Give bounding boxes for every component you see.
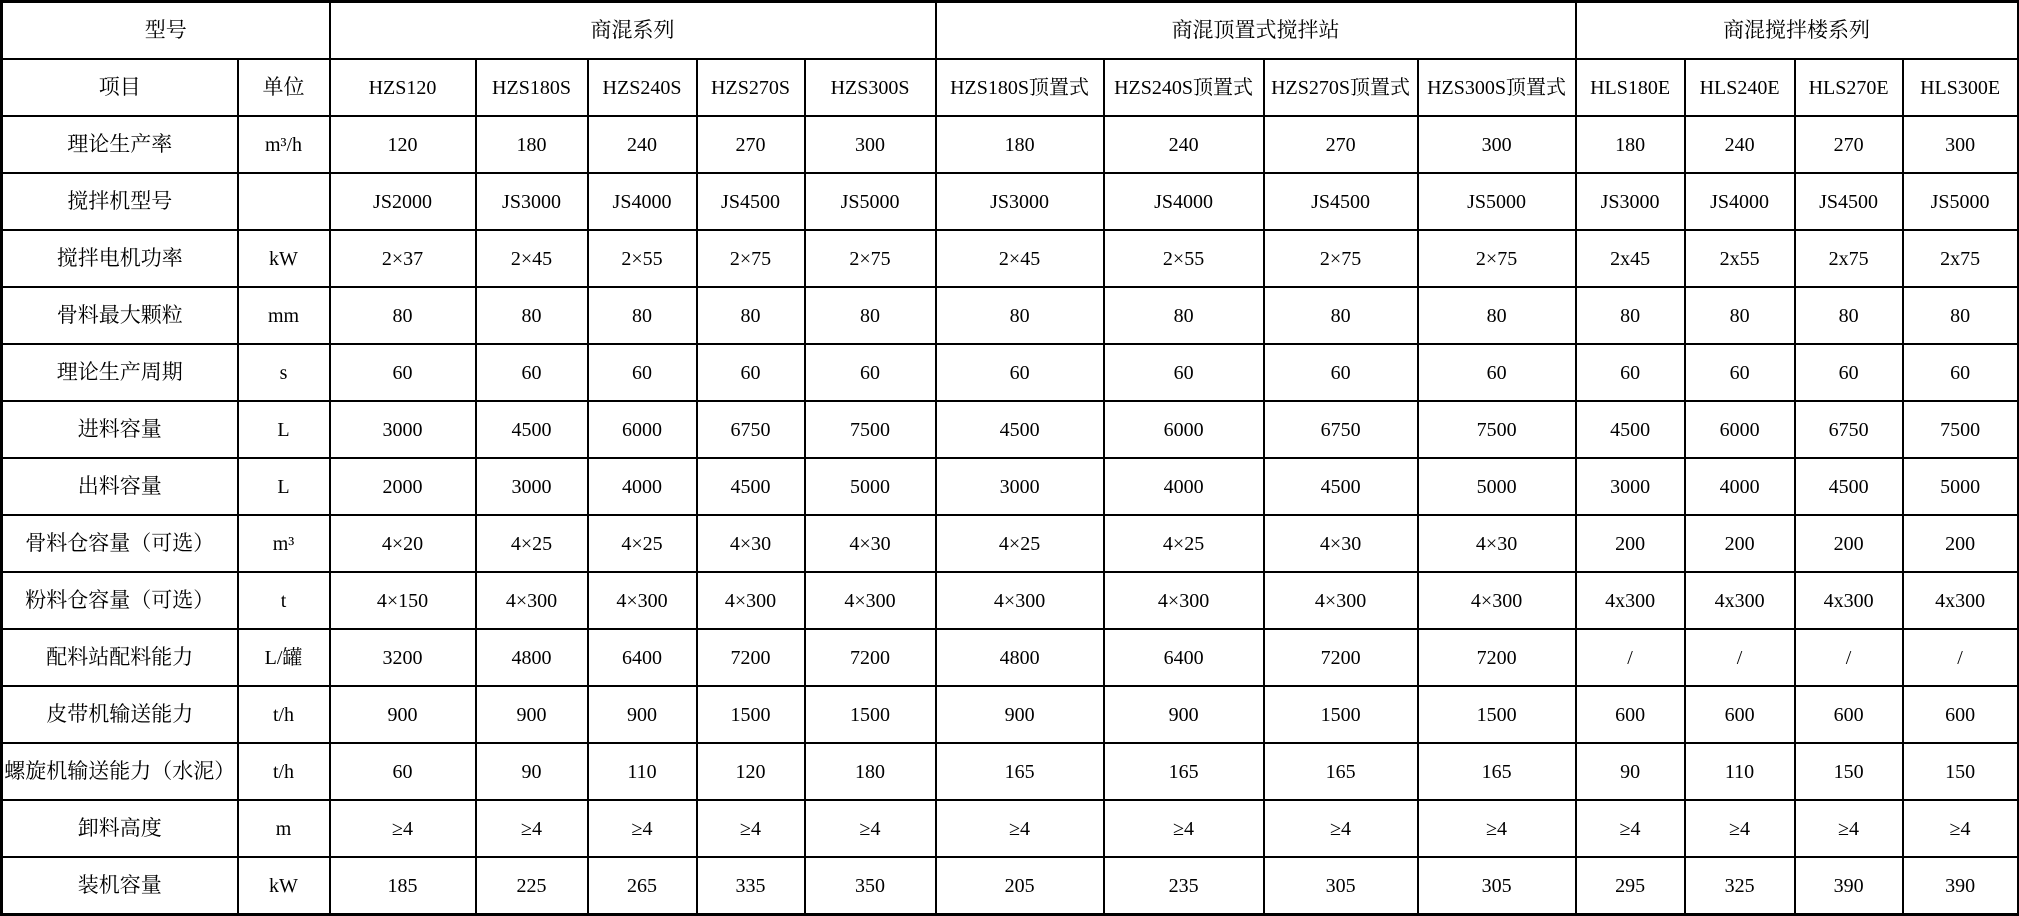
table-row [2, 629, 2018, 686]
item-cell: 卸料高度 [2, 800, 238, 857]
value-cell: 4500 [1264, 458, 1418, 515]
value-cell: / [1576, 629, 1685, 686]
value-cell: 150 [1795, 743, 1903, 800]
group-header-row [2, 2, 2018, 60]
value-cell: 185 [330, 857, 476, 915]
value-cell: 6000 [1104, 401, 1264, 458]
value-cell: 80 [936, 287, 1104, 344]
value-cell: 80 [1418, 287, 1576, 344]
value-cell: 80 [1903, 287, 2018, 344]
value-cell: 7200 [1264, 629, 1418, 686]
model-header-cell: HZS240S [588, 59, 697, 116]
table-row [2, 344, 2018, 401]
value-cell: 1500 [1264, 686, 1418, 743]
value-cell: 240 [588, 116, 697, 173]
unit-cell: kW [238, 230, 330, 287]
item-cell: 装机容量 [2, 857, 238, 915]
value-cell: ≥4 [1795, 800, 1903, 857]
unit-cell: L [238, 401, 330, 458]
value-cell: 110 [1685, 743, 1795, 800]
value-cell: 900 [330, 686, 476, 743]
value-cell: JS5000 [1418, 173, 1576, 230]
model-header-cell: HZS300S [805, 59, 936, 116]
value-cell: 90 [1576, 743, 1685, 800]
value-cell: 4×300 [588, 572, 697, 629]
value-cell: 305 [1418, 857, 1576, 915]
model-header-cell: HZS300S顶置式 [1418, 59, 1576, 116]
value-cell: / [1685, 629, 1795, 686]
value-cell: ≥4 [476, 800, 588, 857]
value-cell: 80 [330, 287, 476, 344]
item-cell: 螺旋机输送能力（水泥） [2, 743, 238, 800]
value-cell: 4×300 [476, 572, 588, 629]
value-cell: 4×30 [805, 515, 936, 572]
table-row [2, 401, 2018, 458]
value-cell: 60 [1795, 344, 1903, 401]
value-cell: 6400 [588, 629, 697, 686]
model-header-cell: HZS270S顶置式 [1264, 59, 1418, 116]
value-cell: 150 [1903, 743, 2018, 800]
value-cell: 7500 [1418, 401, 1576, 458]
value-cell: JS5000 [805, 173, 936, 230]
value-cell: 4×300 [1418, 572, 1576, 629]
value-cell: 4×300 [697, 572, 805, 629]
unit-cell: t [238, 572, 330, 629]
value-cell: 4×300 [1104, 572, 1264, 629]
model-header-cell: HLS240E [1685, 59, 1795, 116]
value-cell: 120 [330, 116, 476, 173]
value-cell: 5000 [805, 458, 936, 515]
value-cell: 4500 [936, 401, 1104, 458]
value-cell: 60 [1418, 344, 1576, 401]
value-cell: 4×25 [476, 515, 588, 572]
value-cell: 240 [1685, 116, 1795, 173]
value-cell: 60 [936, 344, 1104, 401]
item-cell: 骨料仓容量（可选） [2, 515, 238, 572]
table-row [2, 230, 2018, 287]
value-cell: 60 [697, 344, 805, 401]
value-cell: 180 [1576, 116, 1685, 173]
value-cell: 6750 [1264, 401, 1418, 458]
value-cell: 7500 [1903, 401, 2018, 458]
value-cell: 2x45 [1576, 230, 1685, 287]
value-cell: ≥4 [330, 800, 476, 857]
model-header-cell: HZS270S [697, 59, 805, 116]
value-cell: 4000 [1685, 458, 1795, 515]
value-cell: 80 [1576, 287, 1685, 344]
value-cell: 200 [1685, 515, 1795, 572]
value-cell: 2x75 [1903, 230, 2018, 287]
value-cell: ≥4 [1685, 800, 1795, 857]
value-cell: 335 [697, 857, 805, 915]
value-cell: 80 [588, 287, 697, 344]
value-cell: 4x300 [1576, 572, 1685, 629]
value-cell: JS4000 [1104, 173, 1264, 230]
table-row [2, 572, 2018, 629]
unit-cell: m³ [238, 515, 330, 572]
value-cell: 200 [1903, 515, 2018, 572]
table-row [2, 173, 2018, 230]
value-cell: 4×300 [936, 572, 1104, 629]
value-cell: 120 [697, 743, 805, 800]
value-cell: 270 [1264, 116, 1418, 173]
item-cell: 配料站配料能力 [2, 629, 238, 686]
table-row [2, 515, 2018, 572]
value-cell: ≥4 [1903, 800, 2018, 857]
value-cell: 3000 [936, 458, 1104, 515]
value-cell: 200 [1795, 515, 1903, 572]
value-cell: 110 [588, 743, 697, 800]
value-cell: 900 [588, 686, 697, 743]
value-cell: 900 [936, 686, 1104, 743]
table-row [2, 743, 2018, 800]
value-cell: ≥4 [805, 800, 936, 857]
value-cell: 2×75 [1264, 230, 1418, 287]
value-cell: 3000 [330, 401, 476, 458]
value-cell: 80 [805, 287, 936, 344]
value-cell: 180 [936, 116, 1104, 173]
table-row [2, 287, 2018, 344]
model-header-cell: HZS180S顶置式 [936, 59, 1104, 116]
model-header-cell: HLS180E [1576, 59, 1685, 116]
value-cell: 4×30 [697, 515, 805, 572]
value-cell: 600 [1795, 686, 1903, 743]
value-cell: 2×37 [330, 230, 476, 287]
value-cell: 4500 [697, 458, 805, 515]
value-cell: 60 [330, 344, 476, 401]
value-cell: 2x75 [1795, 230, 1903, 287]
value-cell: 265 [588, 857, 697, 915]
value-cell: 325 [1685, 857, 1795, 915]
value-cell: JS2000 [330, 173, 476, 230]
value-cell: 600 [1685, 686, 1795, 743]
value-cell: 80 [1104, 287, 1264, 344]
value-cell: 4800 [936, 629, 1104, 686]
unit-cell: t/h [238, 686, 330, 743]
value-cell: 4×25 [936, 515, 1104, 572]
value-cell: 165 [1418, 743, 1576, 800]
value-cell: 80 [1685, 287, 1795, 344]
model-header-cell: HZS240S顶置式 [1104, 59, 1264, 116]
value-cell: 90 [476, 743, 588, 800]
value-cell: 2×45 [476, 230, 588, 287]
value-cell: 2×75 [1418, 230, 1576, 287]
value-cell: 4×300 [1264, 572, 1418, 629]
unit-cell [238, 173, 330, 230]
value-cell: 300 [1903, 116, 2018, 173]
table-row [2, 116, 2018, 173]
value-cell: 240 [1104, 116, 1264, 173]
value-cell: 60 [330, 743, 476, 800]
item-cell: 出料容量 [2, 458, 238, 515]
value-cell: 6400 [1104, 629, 1264, 686]
value-cell: 4×20 [330, 515, 476, 572]
value-cell: JS3000 [936, 173, 1104, 230]
value-cell: ≥4 [1264, 800, 1418, 857]
value-cell: 165 [1264, 743, 1418, 800]
unit-cell: t/h [238, 743, 330, 800]
value-cell: 60 [588, 344, 697, 401]
unit-cell: m³/h [238, 116, 330, 173]
value-cell: 5000 [1418, 458, 1576, 515]
unit-cell: L/罐 [238, 629, 330, 686]
value-cell: 270 [697, 116, 805, 173]
table-row [2, 857, 2018, 915]
value-cell: JS4000 [588, 173, 697, 230]
value-cell: 200 [1576, 515, 1685, 572]
value-cell: 300 [1418, 116, 1576, 173]
value-cell: 60 [1576, 344, 1685, 401]
value-cell: 4×30 [1264, 515, 1418, 572]
value-cell: 2000 [330, 458, 476, 515]
unit-cell: kW [238, 857, 330, 915]
value-cell: JS4000 [1685, 173, 1795, 230]
group-header-cell-top-mounted-station: 商混顶置式搅拌站 [936, 2, 1576, 60]
value-cell: 60 [1903, 344, 2018, 401]
value-cell: 600 [1903, 686, 2018, 743]
item-cell: 粉料仓容量（可选） [2, 572, 238, 629]
value-cell: 2×75 [805, 230, 936, 287]
value-cell: 600 [1576, 686, 1685, 743]
value-cell: 4800 [476, 629, 588, 686]
value-cell: 60 [1685, 344, 1795, 401]
value-cell: JS5000 [1903, 173, 2018, 230]
value-cell: ≥4 [588, 800, 697, 857]
value-cell: 4000 [1104, 458, 1264, 515]
value-cell: 300 [805, 116, 936, 173]
value-cell: 7500 [805, 401, 936, 458]
value-cell: ≥4 [936, 800, 1104, 857]
item-cell: 理论生产率 [2, 116, 238, 173]
column-header-row [2, 59, 2018, 116]
value-cell: 3200 [330, 629, 476, 686]
value-cell: 390 [1795, 857, 1903, 915]
value-cell: 7200 [697, 629, 805, 686]
item-cell: 骨料最大颗粒 [2, 287, 238, 344]
value-cell: 4x300 [1903, 572, 2018, 629]
value-cell: 1500 [697, 686, 805, 743]
value-cell: 7200 [805, 629, 936, 686]
value-cell: 305 [1264, 857, 1418, 915]
value-cell: 4×30 [1418, 515, 1576, 572]
value-cell: / [1795, 629, 1903, 686]
value-cell: 1500 [1418, 686, 1576, 743]
item-cell: 搅拌机型号 [2, 173, 238, 230]
model-corner-cell: 型号 [2, 2, 330, 60]
value-cell: 80 [1795, 287, 1903, 344]
value-cell: 390 [1903, 857, 2018, 915]
value-cell: 2×55 [588, 230, 697, 287]
value-cell: 80 [1264, 287, 1418, 344]
model-header-cell: HZS120 [330, 59, 476, 116]
value-cell: 295 [1576, 857, 1685, 915]
value-cell: ≥4 [1418, 800, 1576, 857]
value-cell: JS4500 [1795, 173, 1903, 230]
model-header-cell: HZS180S [476, 59, 588, 116]
value-cell: 2×75 [697, 230, 805, 287]
value-cell: 6750 [697, 401, 805, 458]
value-cell: 4500 [476, 401, 588, 458]
value-cell: 4×25 [588, 515, 697, 572]
value-cell: 4x300 [1795, 572, 1903, 629]
unit-cell: m [238, 800, 330, 857]
item-cell: 皮带机输送能力 [2, 686, 238, 743]
group-header-cell-mixing-tower-series: 商混搅拌楼系列 [1576, 2, 2018, 60]
table-row [2, 458, 2018, 515]
value-cell: 1500 [805, 686, 936, 743]
item-cell: 进料容量 [2, 401, 238, 458]
value-cell: 7200 [1418, 629, 1576, 686]
unit-cell: s [238, 344, 330, 401]
value-cell: 2×55 [1104, 230, 1264, 287]
value-cell: 2×45 [936, 230, 1104, 287]
value-cell: 4×25 [1104, 515, 1264, 572]
model-header-cell: HLS300E [1903, 59, 2018, 116]
value-cell: 4000 [588, 458, 697, 515]
value-cell: 3000 [1576, 458, 1685, 515]
item-header-cell: 项目 [2, 59, 238, 116]
value-cell: 3000 [476, 458, 588, 515]
group-header-cell-commercial-series: 商混系列 [330, 2, 936, 60]
value-cell: JS4500 [1264, 173, 1418, 230]
value-cell: 2x55 [1685, 230, 1795, 287]
value-cell: JS3000 [1576, 173, 1685, 230]
value-cell: 4500 [1576, 401, 1685, 458]
spec-table-body [2, 116, 2018, 915]
value-cell: 60 [1264, 344, 1418, 401]
value-cell: 205 [936, 857, 1104, 915]
table-row [2, 686, 2018, 743]
value-cell: 270 [1795, 116, 1903, 173]
value-cell: 180 [805, 743, 936, 800]
value-cell: 165 [1104, 743, 1264, 800]
value-cell: 180 [476, 116, 588, 173]
value-cell: 900 [476, 686, 588, 743]
unit-cell: mm [238, 287, 330, 344]
value-cell: 4×150 [330, 572, 476, 629]
value-cell: 80 [697, 287, 805, 344]
value-cell: 5000 [1903, 458, 2018, 515]
value-cell: / [1903, 629, 2018, 686]
value-cell: 60 [805, 344, 936, 401]
item-cell: 理论生产周期 [2, 344, 238, 401]
value-cell: ≥4 [1576, 800, 1685, 857]
value-cell: 900 [1104, 686, 1264, 743]
value-cell: 165 [936, 743, 1104, 800]
value-cell: 4×300 [805, 572, 936, 629]
value-cell: 6000 [1685, 401, 1795, 458]
table-row [2, 800, 2018, 857]
value-cell: 6750 [1795, 401, 1903, 458]
value-cell: 350 [805, 857, 936, 915]
value-cell: 4500 [1795, 458, 1903, 515]
model-header-cell: HLS270E [1795, 59, 1903, 116]
value-cell: 60 [476, 344, 588, 401]
value-cell: JS3000 [476, 173, 588, 230]
item-cell: 搅拌电机功率 [2, 230, 238, 287]
value-cell: ≥4 [697, 800, 805, 857]
value-cell: 235 [1104, 857, 1264, 915]
value-cell: 80 [476, 287, 588, 344]
value-cell: 4x300 [1685, 572, 1795, 629]
value-cell: 225 [476, 857, 588, 915]
value-cell: 6000 [588, 401, 697, 458]
unit-cell: L [238, 458, 330, 515]
value-cell: ≥4 [1104, 800, 1264, 857]
value-cell: JS4500 [697, 173, 805, 230]
value-cell: 60 [1104, 344, 1264, 401]
unit-header-cell: 单位 [238, 59, 330, 116]
